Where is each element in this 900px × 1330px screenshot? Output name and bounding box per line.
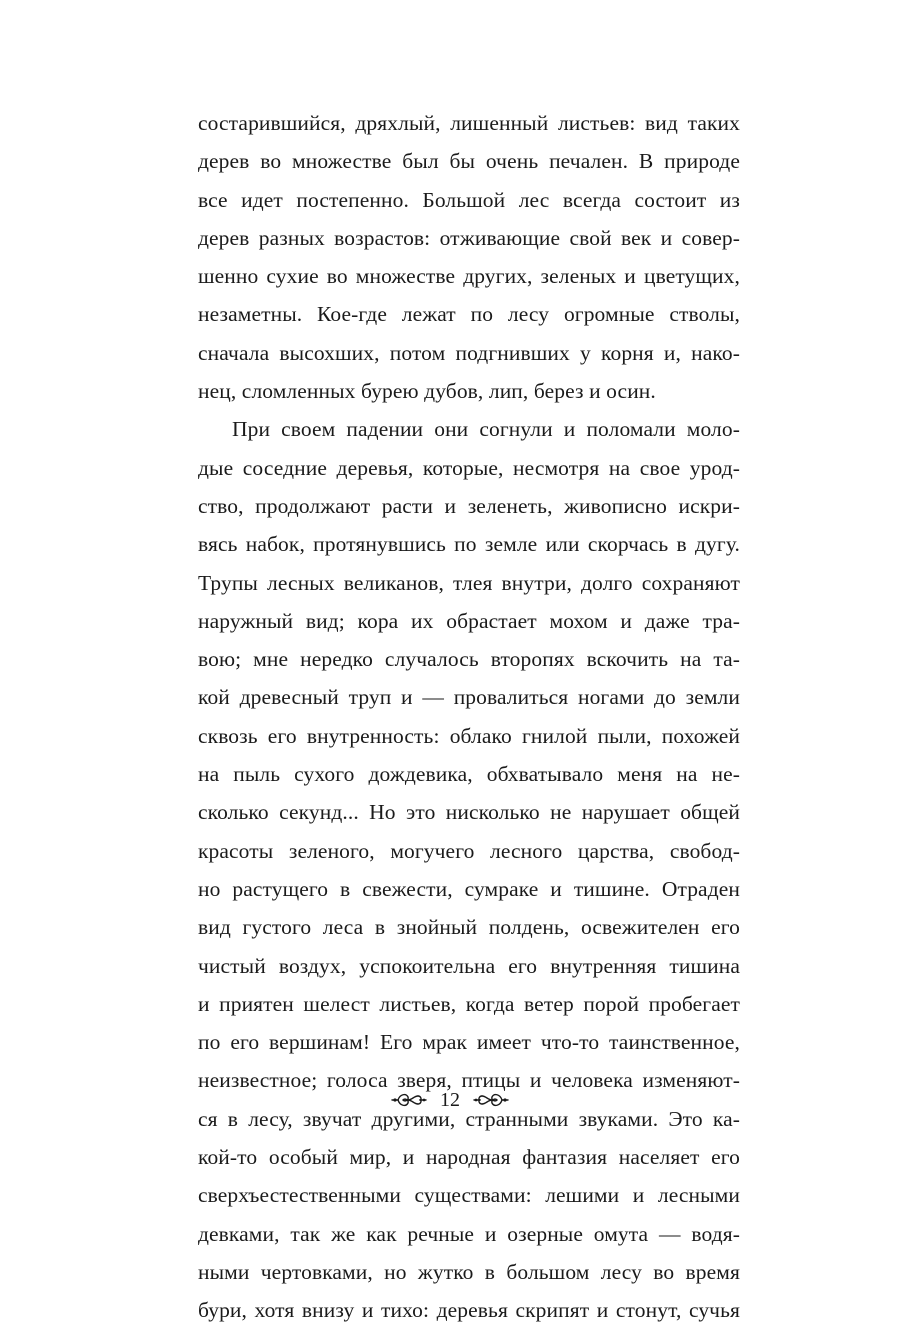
text-line: незаметны. Кое-где лежат по лесу огромные стволы, (198, 302, 740, 327)
text-line: девками, так же как речные и озерные омута — водя- (198, 1221, 740, 1246)
text-line: наружный вид; кора их обрастает мохом и даже тра- (198, 608, 740, 633)
text-line: шенно сухие во множестве других, зеленых и цветущих, (198, 264, 740, 289)
text-line: по его вершинам! Его мрак имеет что-то таинственное, (198, 1030, 740, 1055)
text-line: дые соседние деревья, которые, несмотря на свое урод- (198, 455, 740, 480)
text-line: бури, хотя внизу и тихо: деревья скрипят и стонут, сучья (198, 1298, 740, 1323)
text-line: на пыль сухого дождевика, обхватывало меня на не- (198, 762, 740, 787)
text-line: сверхъестественными существами: лешими и лесными (198, 1183, 740, 1208)
text-line: и приятен шелест листьев, когда ветер порой пробегает (198, 991, 740, 1016)
flourish-ornament-icon (472, 1088, 510, 1112)
text-line: ство, продолжают расти и зеленеть, живописно искри- (198, 493, 740, 518)
body-text (198, 104, 740, 1330)
text-line: ся в лесу, звучат другими, странными звуками. Это ка- (198, 1106, 740, 1131)
text-line: красоты зеленого, могучего лесного царства, свобод- (198, 838, 740, 863)
text-line: сколько секунд... Но это нисколько не нарушает общей (198, 800, 740, 825)
page-footer (0, 1083, 900, 1117)
text-line: дерев разных возрастов: отживающие свой век и совер- (198, 225, 740, 250)
paragraph-1 (198, 104, 740, 410)
flourish-ornament-icon (390, 1088, 428, 1112)
text-line: кой древесный труп и — провалиться ногами до земли (198, 685, 740, 710)
page-number: 12 (440, 1089, 460, 1111)
text-line: сначала высохших, потом подгнивших у корня и, нако- (198, 340, 740, 365)
text-line: но растущего в свежести, сумраке и тишине. Отраден (198, 876, 740, 901)
text-line: дерев во множестве был бы очень печален. В природе (198, 149, 740, 174)
text-line: кой-то особый мир, и народная фантазия населяет его (198, 1145, 740, 1170)
text-line: ными чертовками, но жутко в большом лесу во время (198, 1259, 740, 1284)
text-line: При своем падении они согнули и поломали моло- (232, 417, 740, 442)
text-line: вид густого леса в знойный полдень, освежителен его (198, 915, 740, 940)
text-line: Трупы лесных великанов, тлея внутри, долго сохраняют (198, 570, 740, 595)
text-line: вою; мне нередко случалось второпях вскочить на та- (198, 647, 740, 672)
text-line: вясь набок, протянувшись по земле или скорчась в дугу. (198, 532, 740, 557)
text-line: состарившийся, дряхлый, лишенный листьев: вид таких (198, 111, 740, 135)
text-line: чистый воздух, успокоительна его внутренняя тишина (198, 953, 740, 978)
text-line: сквозь его внутренность: облако гнилой пыли, похожей (198, 723, 740, 748)
text-line: все идет постепенно. Большой лес всегда состоит из (198, 187, 740, 212)
paragraph-2 (198, 410, 740, 1329)
text-line: нец, сломленных бурею дубов, лип, берез и осин. (198, 379, 656, 404)
text-line: неизвестное; голоса зверя, птицы и человека изменяют- (198, 1068, 740, 1093)
